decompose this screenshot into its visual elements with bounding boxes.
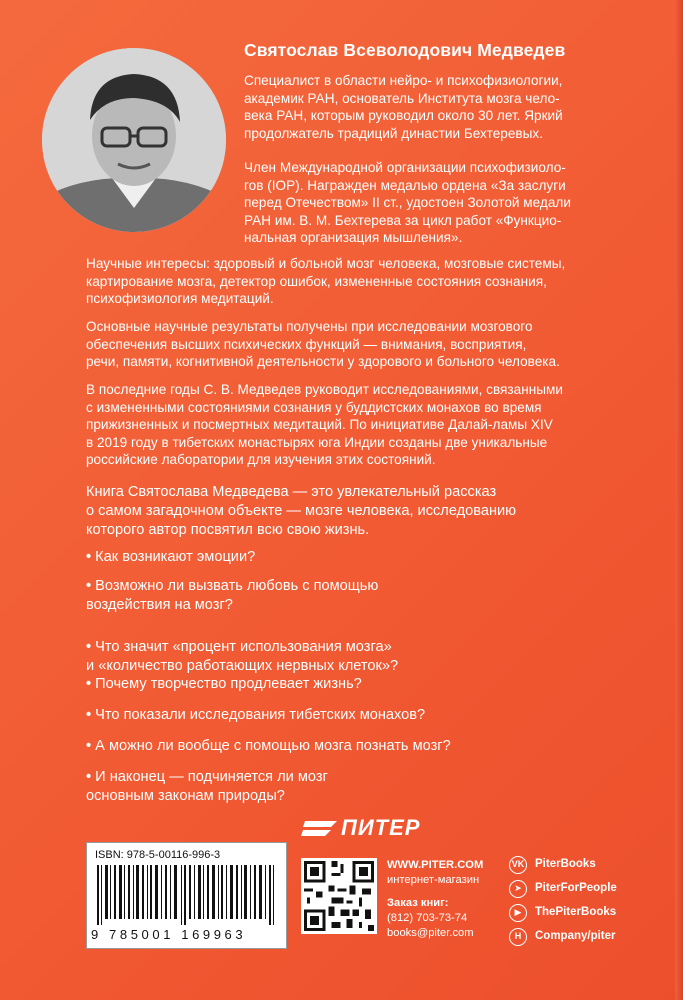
barcode-bars-icon <box>95 865 277 925</box>
cover-edge <box>675 0 683 1000</box>
text-line: о самом загадочном объекте — мозге человека, исследованию <box>86 503 517 519</box>
author-bio-paragraph-1 <box>244 72 656 142</box>
bullet-icon: • <box>86 578 92 594</box>
shop-label: интернет-магазин <box>387 874 480 886</box>
bullet-icon: • <box>86 676 92 692</box>
phone-number[interactable]: (812) 703-73-74 <box>387 912 468 924</box>
text-line: перед Отечеством» II ст., удостоен Золотой медали <box>244 195 571 211</box>
question-item <box>86 638 398 676</box>
order-label: Заказ книг: <box>387 897 449 909</box>
question-item <box>86 577 378 615</box>
text-line: психофизиология медитаций. <box>86 291 274 307</box>
publisher-logo <box>301 813 441 843</box>
question-text: и «количество работающих нервных клеток»? <box>86 658 399 674</box>
social-label: ThePiterBooks <box>535 906 617 918</box>
question-text: воздействия на мозг? <box>86 597 233 613</box>
telegram-icon: ➤ <box>509 880 527 898</box>
book-intro-paragraph <box>86 483 626 540</box>
question-text: И наконец — подчиняется ли мозг <box>95 769 328 785</box>
bullet-icon: • <box>86 549 92 565</box>
text-line: картирование мозга, детектор ошибок, измененные состояния сознания, <box>86 273 547 289</box>
question-text: Что показали исследования тибетских монахов? <box>95 707 426 723</box>
question-item <box>86 768 328 806</box>
text-line: века РАН, которым руководил около 30 лет. Яркий <box>244 108 563 124</box>
author-name: Святослав Всеволодович Медведев <box>244 40 566 60</box>
author-photo-illustration <box>42 48 226 232</box>
text-line: В последние годы С. В. Медведев руководит исследованиями, связанными <box>86 382 563 397</box>
question-item <box>86 737 451 756</box>
author-bio-paragraph-2 <box>244 159 656 247</box>
text-line: РАН им. В. М. Бехтерева за цикл работ «Функцио- <box>244 212 562 228</box>
question-text: Как возникают эмоции? <box>95 549 256 565</box>
text-line: Член Международной организации психофизиоло- <box>244 160 566 175</box>
question-text: основным законам природы? <box>86 788 285 804</box>
text-line: обеспечения высших психических функций — внимания, восприятия, <box>86 336 527 352</box>
research-interests-paragraph <box>86 255 658 308</box>
text-line: гов (IOP). Награжден медалью ордена «За заслуги <box>244 177 566 193</box>
social-label: PiterForPeople <box>535 882 617 894</box>
text-line: прижизненных и посмертных медитаций. По инициативе Далай-ламы XIV <box>86 417 553 433</box>
question-text: Что значит «процент использования мозга» <box>95 639 392 655</box>
text-line: в 2019 году в тибетских монастырях юга Индии созданы две уникальные <box>86 434 548 450</box>
text-line: Научные интересы: здоровый и больной мозг человека, мозговые системы, <box>86 256 566 271</box>
email-link[interactable]: books@piter.com <box>387 927 474 939</box>
author-portrait <box>42 48 226 232</box>
text-line: продолжатель традиций династии Бехтеревых. <box>244 125 543 141</box>
publisher-logo-text: ПИТЕР <box>341 815 421 840</box>
qr-code[interactable] <box>301 858 377 934</box>
habr-icon: H <box>509 928 527 946</box>
text-line: Основные научные результаты получены при исследовании мозгового <box>86 319 533 334</box>
question-text: Почему творчество продлевает жизнь? <box>95 676 362 692</box>
bullet-icon: • <box>86 707 92 723</box>
text-line: речи, памяти, когнитивной деятельности у здорового и больного человека. <box>86 354 560 370</box>
youtube-icon: ▶ <box>509 904 527 922</box>
text-line: Книга Святослава Медведева — это увлекательный рассказ <box>86 484 497 500</box>
social-label: Company/piter <box>535 930 616 942</box>
barcode-label <box>86 842 287 949</box>
bullet-icon: • <box>86 769 92 785</box>
text-line: Специалист в области нейро- и психофизиологии, <box>244 73 563 88</box>
text-line: российские лаборатории для изучения этих состояний. <box>86 452 436 468</box>
text-line: которого автор посвятил всю свою жизнь. <box>86 522 370 538</box>
bullet-icon: • <box>86 738 92 754</box>
vk-icon: VK <box>509 856 527 874</box>
recent-research-paragraph <box>86 381 658 469</box>
question-item <box>86 548 255 567</box>
question-text: Возможно ли вызвать любовь с помощью <box>95 578 379 594</box>
scientific-results-paragraph <box>86 318 658 371</box>
isbn-text: ISBN: 978-5-00116-996-3 <box>95 849 221 861</box>
barcode-digits: 9 785001 169963 <box>91 927 247 942</box>
website-link[interactable]: WWW.PITER.COM <box>387 859 484 871</box>
bullet-icon: • <box>86 639 92 655</box>
qr-code-icon <box>301 858 377 934</box>
social-label: PiterBooks <box>535 858 596 870</box>
text-line: академик РАН, основатель Института мозга чело- <box>244 90 560 106</box>
question-item <box>86 675 362 694</box>
text-line: с измененными состояниями сознания у буддистских монахов во время <box>86 399 542 415</box>
question-text: А можно ли вообще с помощью мозга познать мозг? <box>95 738 451 754</box>
publisher-logo-mark-icon <box>301 813 341 843</box>
text-line: нальная организация мышления». <box>244 230 463 246</box>
question-item <box>86 706 425 725</box>
